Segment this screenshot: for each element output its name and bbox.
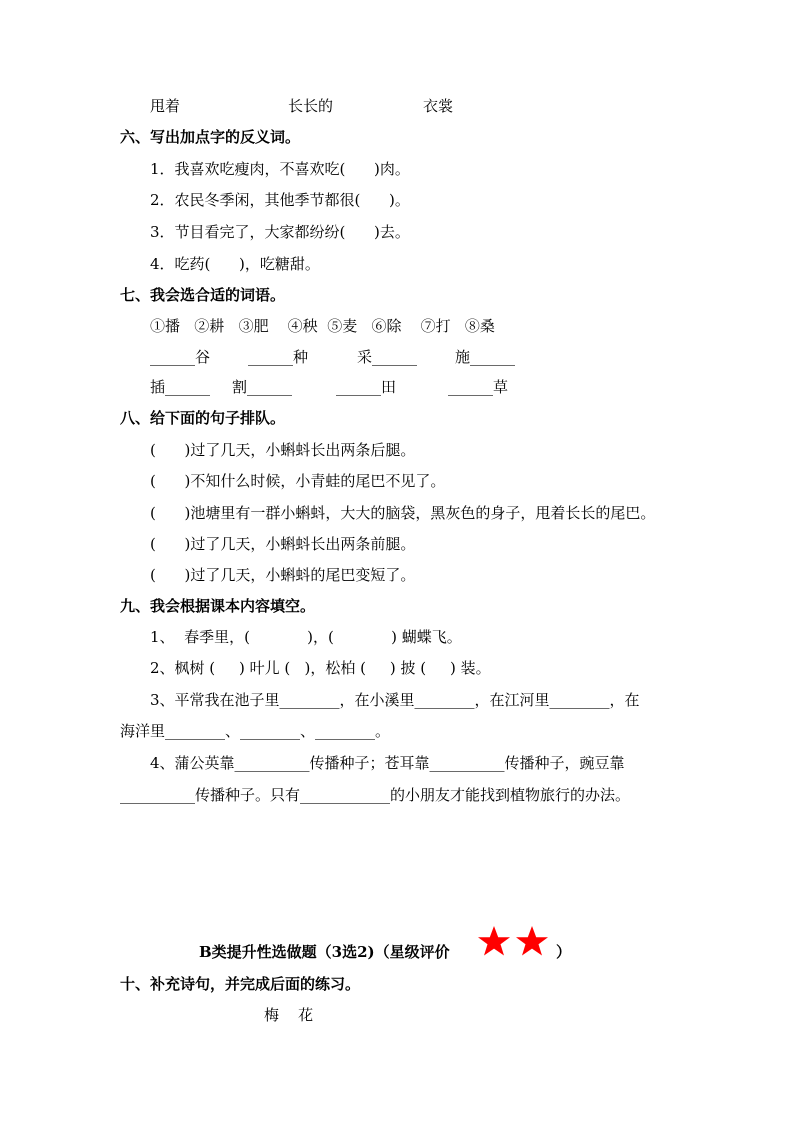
star-icon <box>478 926 510 956</box>
section-9-q2: 2、枫树 ( ) 叶儿 ( )，松柏 ( ) 披 ( ) 装。 <box>150 659 491 677</box>
section-b-title: B类提升性选做题（3选2)（星级评价 <box>199 943 450 961</box>
section-7-blank: ______种 <box>248 348 309 366</box>
section-7-blank: 施______ <box>455 348 516 366</box>
section-9-q4-cont: __________传播种子。只有____________的小朋友才能找到植物旅行的办法。 <box>120 786 631 804</box>
section-6-item: 2．农民冬季闲，其他季节都很( )。 <box>150 191 410 209</box>
section-7-blank: 插______ <box>150 378 211 396</box>
section-8-title: 八、给下面的句子排队。 <box>120 409 286 427</box>
star-rating-graphic <box>476 925 554 957</box>
section-7-blank: 采______ <box>357 348 418 366</box>
top-line-word-2: 长长的 <box>288 97 334 115</box>
star-rating <box>476 925 554 957</box>
section-6-item: 1．我喜欢吃瘦肉，不喜欢吃( )肉。 <box>150 160 410 178</box>
section-10-title: 十、补充诗句，并完成后面的练习。 <box>120 975 361 993</box>
section-6-item: 4．吃药( )，吃糖甜。 <box>150 255 320 273</box>
section-7-blank: ______谷 <box>150 348 211 366</box>
section-9-title: 九、我会根据课本内容填空。 <box>120 597 316 615</box>
poem-title: 梅 花 <box>264 1006 314 1024</box>
section-7-blank: ______田 <box>336 378 397 396</box>
section-9-q3: 3、平常我在池子里________，在小溪里________，在江河里________，在 <box>150 691 640 709</box>
section-6-item: 3．节目看完了，大家都纷纷( )去。 <box>150 223 410 241</box>
section-7-choices: ①播 ②耕 ③肥 ④秧 ⑤麦 ⑥除 ⑦打 ⑧桑 <box>150 317 495 335</box>
section-8-item: ( )池塘里有一群小蝌蚪，大大的脑袋，黑灰色的身子，甩着长长的尾巴。 <box>150 504 656 522</box>
top-line-word-3: 衣裳 <box>423 97 454 115</box>
section-8-item: ( )过了几天，小蝌蚪长出两条后腿。 <box>150 441 416 459</box>
section-8-item: ( )过了几天，小蝌蚪的尾巴变短了。 <box>150 566 416 584</box>
section-7-blank: 割______ <box>232 378 293 396</box>
section-7-title: 七、我会选合适的词语。 <box>120 286 286 304</box>
top-line-word-1: 甩着 <box>150 97 181 115</box>
section-b-close: ） <box>556 943 572 961</box>
section-9-q4: 4、蒲公英靠__________传播种子；苍耳靠__________传播种子，豌豆靠 <box>150 754 625 772</box>
section-6-title: 六、写出加点字的反义词。 <box>120 128 301 146</box>
star-icon <box>516 926 548 956</box>
section-8-item: ( )过了几天，小蝌蚪长出两条前腿。 <box>150 535 416 553</box>
section-7-blank: ______草 <box>448 378 509 396</box>
section-8-item: ( )不知什么时候，小青蛙的尾巴不见了。 <box>150 472 446 490</box>
section-9-q1: 1、 春季里，( )，( ) 蝴蝶飞。 <box>150 628 462 646</box>
section-9-q3-cont: 海洋里________、________、________。 <box>120 722 391 740</box>
